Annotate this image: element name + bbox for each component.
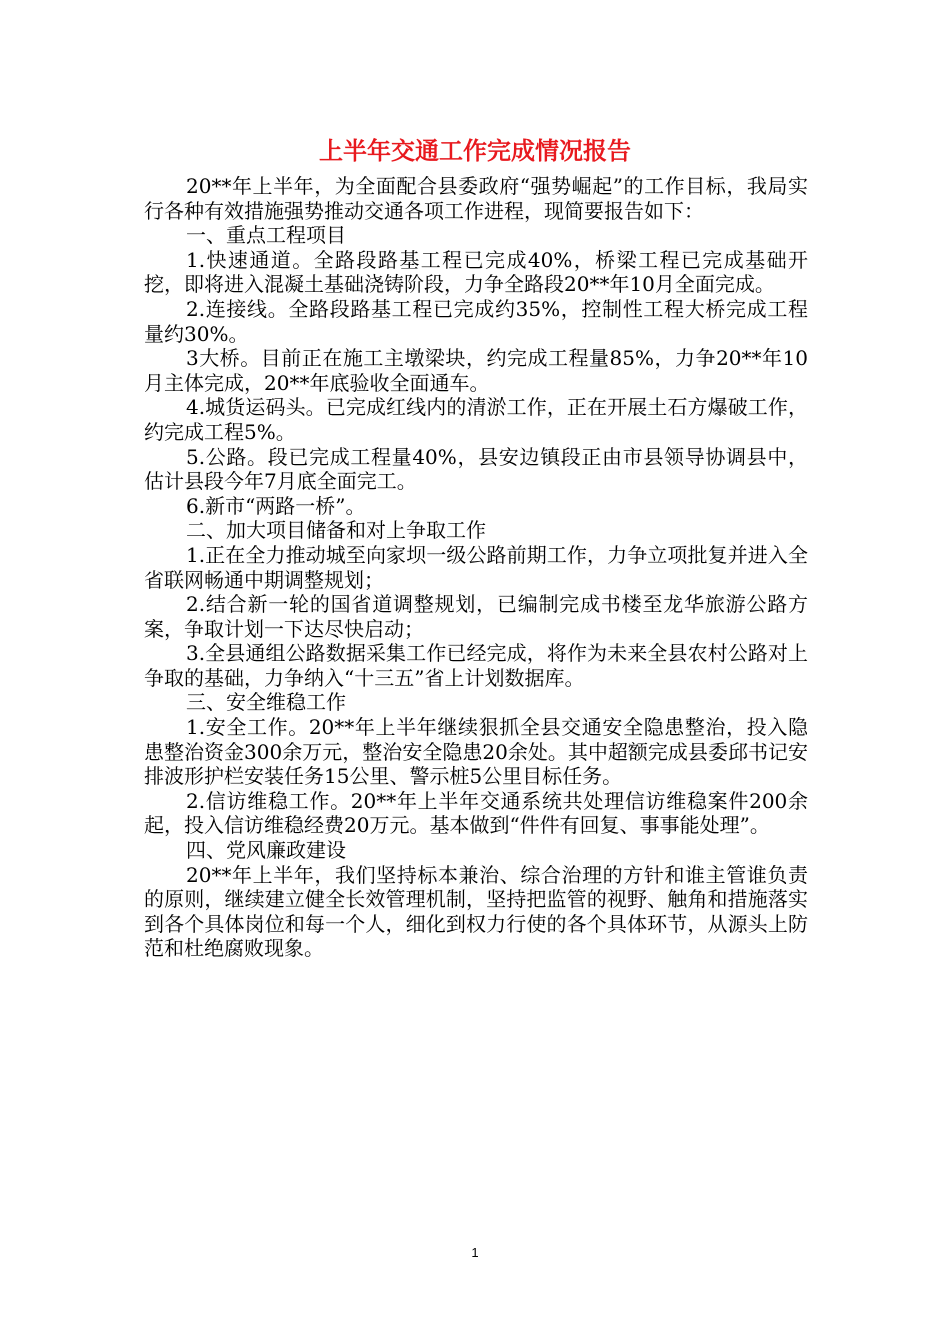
paragraph-1-1: 1.快速通道。全路段路基工程已完成40%，桥梁工程已完成基础开挖，即将进入混凝土基础浇铸阶段，力争全路段20**年10月全面完成。: [144, 247, 808, 297]
paragraph-1-2: 2.连接线。全路段路基工程已完成约35%，控制性工程大桥完成工程量约30%。: [144, 296, 808, 346]
paragraph-2-2: 2.结合新一轮的国省道调整规划，已编制完成书楼至龙华旅游公路方案，争取计划一下达尽快启动；: [144, 592, 808, 641]
paragraph-3-1: 1.安全工作。20**年上半年继续狠抓全县交通安全隐患整治，投入隐患整治资金300余万元，整治安全隐患20余处。其中超额完成县委邱书记安排波形护栏安装任务15公里、警示桩5公里目标任务。: [144, 715, 808, 789]
paragraph-1-3: 3大桥。目前正在施工主墩梁块，约完成工程量85%，力争20**年10月主体完成，20**年底验收全面通车。: [144, 346, 808, 395]
section-heading-4: 四、党风廉政建设: [186, 838, 346, 863]
section-heading-2: 二、加大项目储备和对上争取工作: [186, 518, 486, 543]
section-heading-3: 三、安全维稳工作: [186, 690, 346, 715]
paragraph-2-1: 1.正在全力推动城至向家坝一级公路前期工作，力争立项批复并进入全省联网畅通中期调整规划；: [144, 542, 808, 592]
paragraph-2-3: 3.全县通组公路数据采集工作已经完成，将作为未来全县农村公路对上争取的基础，力争纳入“十三五”省上计划数据库。: [144, 641, 808, 690]
paragraph-1-6: 6.新市“两路一桥”。: [186, 493, 366, 518]
section-heading-1: 一、重点工程项目: [186, 223, 346, 248]
page-number: 1: [471, 1245, 479, 1260]
document-title: 上半年交通工作完成情况报告: [319, 136, 631, 165]
paragraph-3-2: 2.信访维稳工作。20**年上半年交通系统共处理信访维稳案件200余起，投入信访维稳经费20万元。基本做到“件件有回复、事事能处理”。: [144, 788, 808, 838]
intro-paragraph: 20**年上半年，为全面配合县委政府“强势崛起”的工作目标，我局实行各种有效措施强势推动交通各项工作进程，现简要报告如下：: [144, 174, 808, 223]
paragraph-1-5: 5.公路。段已完成工程量40%，县安边镇段正由市县领导协调县中，估计县段今年7月底全面完工。: [144, 444, 808, 494]
paragraph-1-4: 4.城货运码头。已完成红线内的清淤工作，正在开展土石方爆破工作，约完成工程5%。: [144, 395, 808, 444]
document-body: [144, 174, 808, 961]
paragraph-4-1: 20**年上半年，我们坚持标本兼治、综合治理的方针和谁主管谁负责的原则，继续建立健全长效管理机制，坚持把监管的视野、触角和措施落实到各个具体岗位和每一个人，细化到权力行使的各个具体环节，从源头上防范和杜绝腐败现象。: [144, 862, 808, 961]
